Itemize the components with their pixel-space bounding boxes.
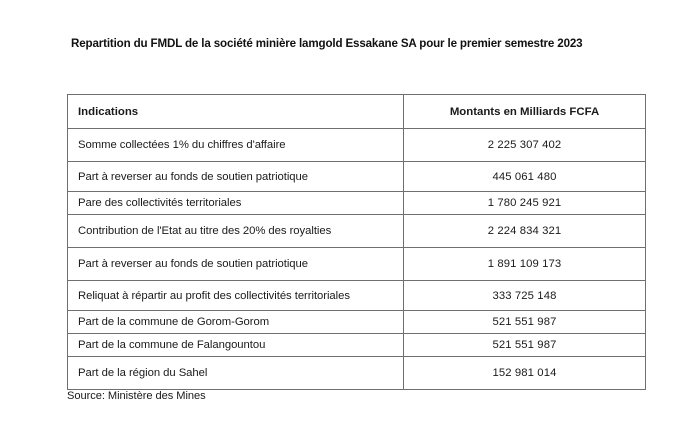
column-header-montants: Montants en Milliards FCFA — [404, 95, 646, 129]
cell-indication: Contribution de l'Etat au titre des 20% des royalties — [68, 215, 404, 248]
cell-indication: Reliquat à répartir au profit des collectivités territoriales — [68, 281, 404, 311]
table-header — [68, 95, 646, 129]
cell-montant: 2 224 834 321 — [404, 215, 646, 248]
table-row — [68, 334, 646, 357]
cell-montant: 152 981 014 — [404, 357, 646, 390]
cell-indication: Part à reverser au fonds de soutien patriotique — [68, 162, 404, 192]
cell-montant: 1 780 245 921 — [404, 192, 646, 215]
cell-montant: 445 061 480 — [404, 162, 646, 192]
fmdl-table-container — [67, 94, 645, 390]
table-row — [68, 357, 646, 390]
cell-montant: 521 551 987 — [404, 311, 646, 334]
cell-montant: 333 725 148 — [404, 281, 646, 311]
table-row — [68, 162, 646, 192]
table-row — [68, 281, 646, 311]
page-title: Repartition du FMDL de la société minière lamgold Essakane SA pour le premier semestre 2023 — [71, 37, 583, 50]
column-header-indications: Indications — [68, 95, 404, 129]
table-row — [68, 129, 646, 162]
cell-indication: Part de la commune de Falangountou — [68, 334, 404, 357]
table-row — [68, 311, 646, 334]
table-header-row — [68, 95, 646, 129]
table-row — [68, 215, 646, 248]
source-note: Source: Ministère des Mines — [67, 390, 206, 402]
cell-montant: 2 225 307 402 — [404, 129, 646, 162]
cell-indication: Part de la région du Sahel — [68, 357, 404, 390]
table-body — [68, 129, 646, 390]
cell-indication: Part de la commune de Gorom-Gorom — [68, 311, 404, 334]
cell-montant: 521 551 987 — [404, 334, 646, 357]
cell-indication: Part à reverser au fonds de soutien patriotique — [68, 248, 404, 281]
fmdl-distribution-table — [67, 94, 646, 390]
table-row — [68, 248, 646, 281]
table-row — [68, 192, 646, 215]
cell-indication: Somme collectées 1% du chiffres d'affaire — [68, 129, 404, 162]
cell-montant: 1 891 109 173 — [404, 248, 646, 281]
cell-indication: Pare des collectivités territoriales — [68, 192, 404, 215]
